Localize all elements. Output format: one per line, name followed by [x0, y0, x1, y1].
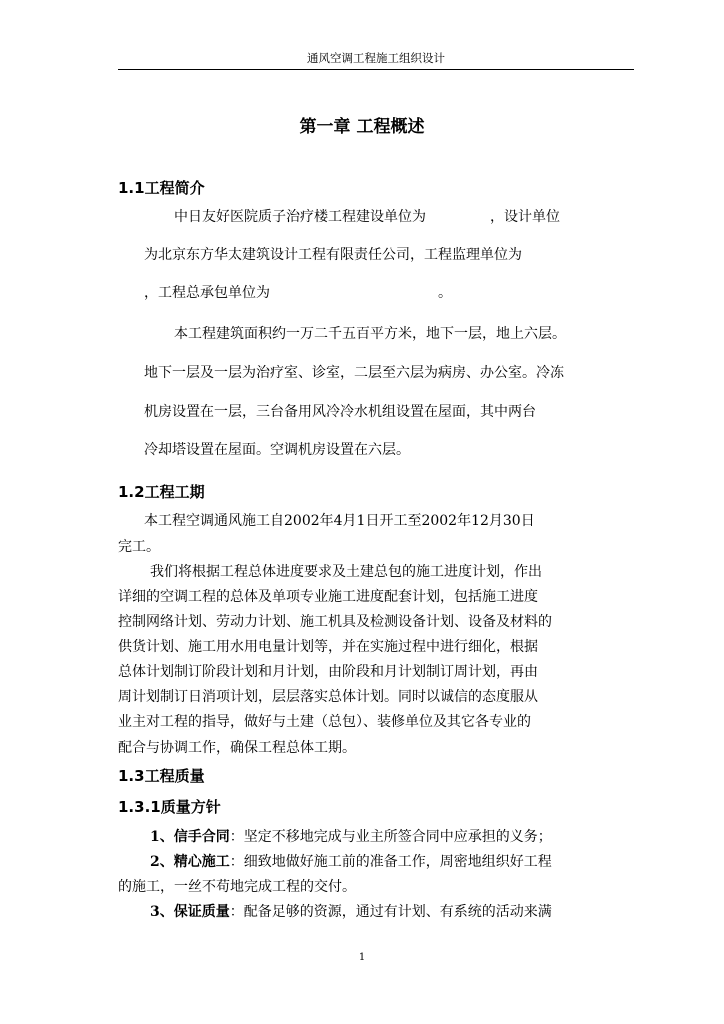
paragraph-line: 详细的空调工程的总体及单项专业施工进度配套计划，包括施工进度	[118, 589, 538, 605]
page-number: 1	[358, 952, 366, 963]
policy-item-text: ：细致地做好施工前的准备工作，周密地组织好工程	[229, 854, 552, 870]
paragraph-line: 完工。	[118, 539, 160, 555]
paragraph-line: 本工程建筑面积约一万二千五百平方米，地下一层，地上六层。	[174, 326, 566, 342]
paragraph-line: 本工程空调通风施工自2002年4月1日开工至2002年12月30日	[144, 513, 535, 529]
paragraph-line: 周计划制订日消项计划，层层落实总体计划。同时以诚信的态度服从	[118, 689, 538, 705]
paragraph-line: 总体计划制订阶段计划和月计划，由阶段和月计划制订周计划，再由	[118, 664, 538, 680]
running-header: 通风空调工程施工组织设计	[307, 51, 445, 65]
paragraph-line: 配合与协调工作，确保工程总体工期。	[118, 740, 356, 756]
policy-item-label: 2、精心施工	[150, 854, 230, 870]
policy-item-continuation: 的施工，一丝不苟地完成工程的交付。	[118, 879, 356, 895]
paragraph-line	[174, 206, 560, 226]
text-run: ，工程总承包单位为	[144, 285, 270, 301]
paragraph-line: 为北京东方华太建筑设计工程有限责任公司，工程监理单位为	[144, 247, 522, 263]
policy-item-text: ：配备足够的资源，通过有计划、有系统的活动来满	[229, 904, 552, 920]
paragraph-line: 机房设置在一层，三台备用风冷冷水机组设置在屋面，其中两台	[144, 404, 536, 420]
chapter-title: 第一章 工程概述	[299, 117, 425, 137]
text-run: 。	[438, 285, 452, 301]
paragraph-line: 控制网络计划、劳动力计划、施工机具及检测设备计划、设备及材料的	[118, 614, 552, 630]
text-run: ，设计单位	[490, 209, 560, 225]
section-heading-1-3: 1.3工程质量	[118, 767, 205, 785]
section-heading-1-1: 1.1工程简介	[118, 179, 205, 197]
paragraph-line	[144, 282, 452, 302]
paragraph-line: 我们将根据工程总体进度要求及土建总包的施工进度计划，作出	[150, 564, 542, 580]
policy-item	[150, 901, 552, 921]
section-heading-1-2: 1.2工程工期	[118, 483, 205, 501]
policy-item	[150, 826, 552, 846]
text-run: 中日友好医院质子治疗楼工程建设单位为	[174, 209, 426, 225]
paragraph-line: 地下一层及一层为治疗室、诊室，二层至六层为病房、办公室。冷冻	[144, 365, 564, 381]
policy-item	[150, 851, 552, 871]
header-rule	[118, 69, 634, 70]
policy-item-label: 3、保证质量	[150, 904, 230, 920]
policy-item-label: 1、信手合同	[150, 829, 230, 845]
subsection-heading-1-3-1: 1.3.1质量方针	[118, 798, 221, 816]
paragraph-line: 业主对工程的指导，做好与土建（总包）、装修单位及其它各专业的	[118, 714, 531, 730]
paragraph-line: 供货计划、施工用水用电量计划等，并在实施过程中进行细化，根据	[118, 639, 538, 655]
paragraph-line: 冷却塔设置在屋面。空调机房设置在六层。	[144, 442, 410, 458]
policy-item-text: ：坚定不移地完成与业主所签合同中应承担的义务；	[229, 829, 552, 845]
